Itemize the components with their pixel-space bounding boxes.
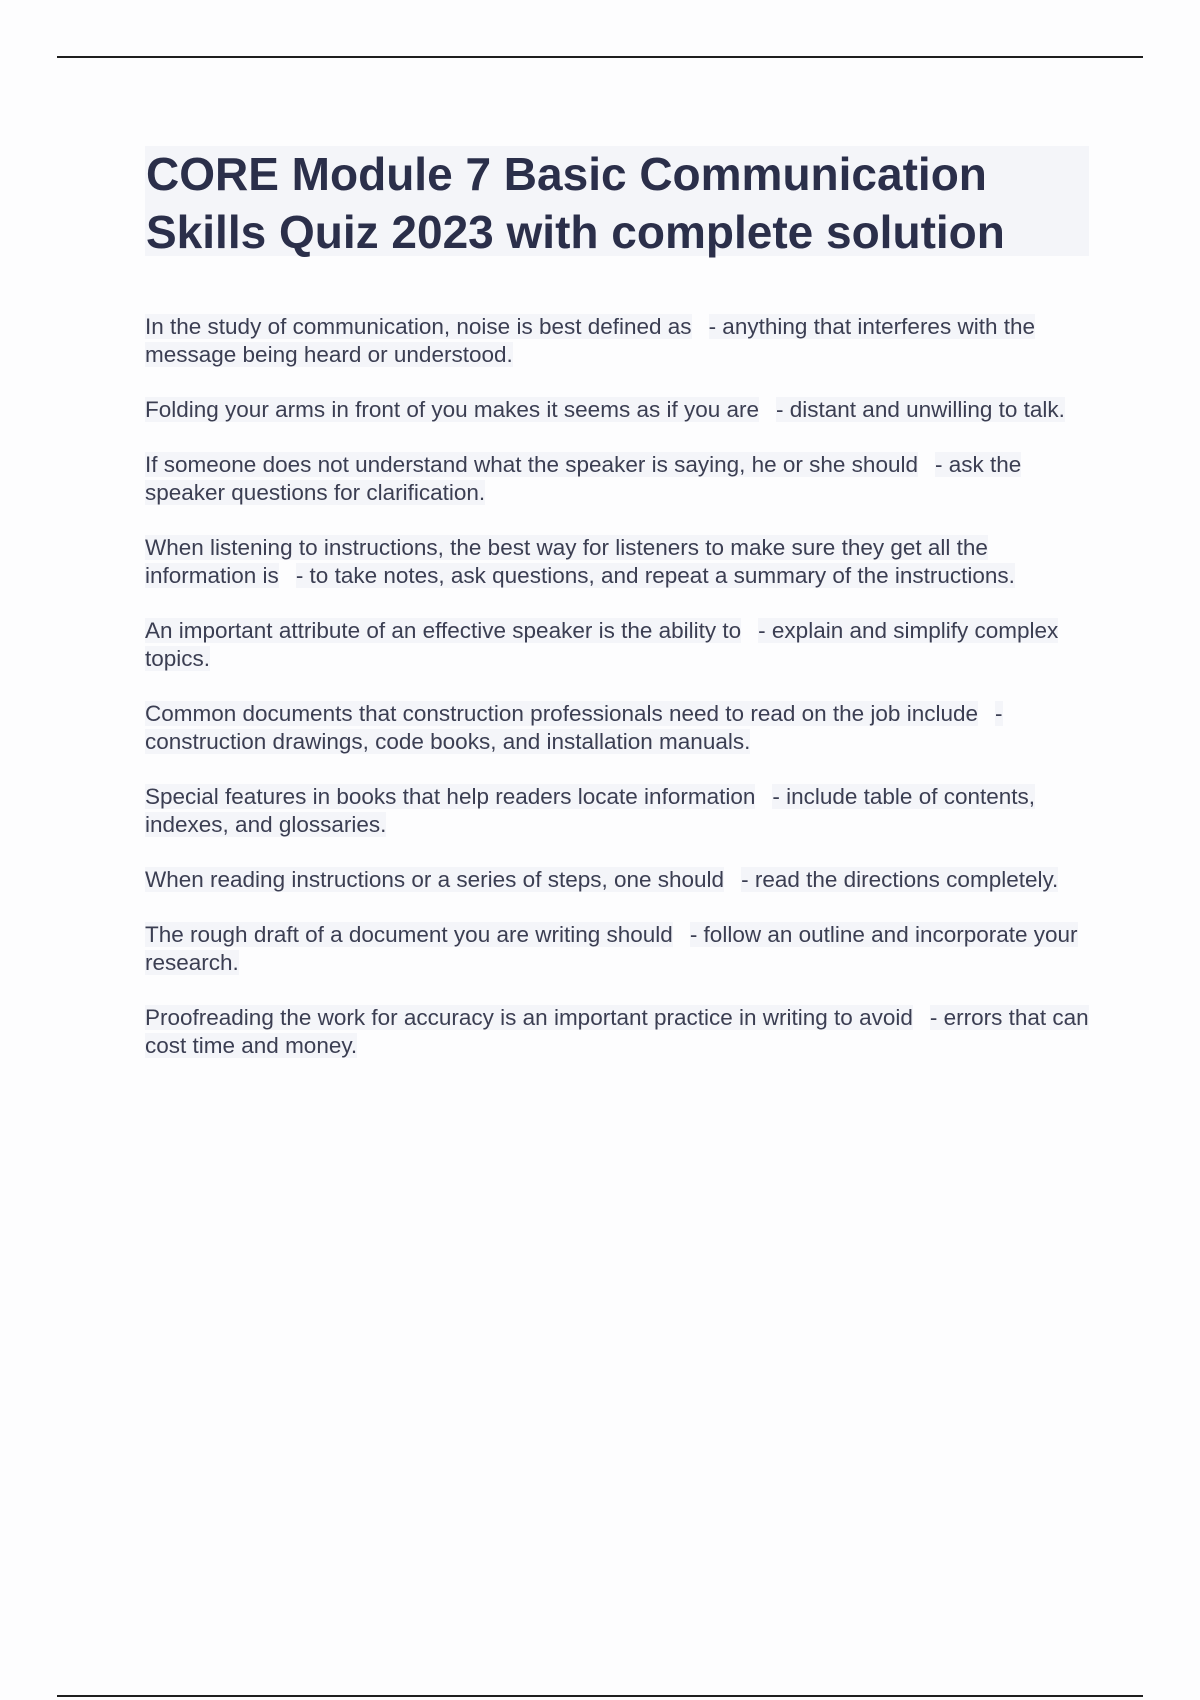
top-rule — [57, 56, 1143, 58]
bottom-rule — [57, 1695, 1143, 1697]
qa-item — [145, 866, 1090, 894]
answer-text: - errors that can cost time and money. — [145, 1005, 1089, 1058]
question-text: The rough draft of a document you are writing should — [145, 922, 673, 947]
answer-text: - to take notes, ask questions, and repeat a summary of the instructions. — [295, 563, 1015, 588]
question-text: Folding your arms in front of you makes it seems as if you are — [145, 397, 760, 422]
qa-item — [145, 700, 1090, 756]
qa-item — [145, 921, 1090, 977]
answer-text: - explain and simplify complex topics. — [145, 618, 1059, 671]
qa-item — [145, 313, 1090, 369]
answer-text: - ask the speaker questions for clarification. — [145, 452, 1022, 505]
answer-text: - distant and unwilling to talk. — [776, 397, 1065, 422]
qa-item — [145, 783, 1090, 839]
qa-item — [145, 396, 1090, 424]
question-text: Common documents that construction professionals need to read on the job include — [145, 701, 978, 726]
answer-text: - follow an outline and incorporate your research. — [145, 922, 1078, 975]
qa-item — [145, 617, 1090, 673]
answer-text: - anything that interferes with the message being heard or understood. — [145, 314, 1035, 367]
question-text: In the study of communication, noise is best defined as — [145, 314, 692, 339]
qa-item — [145, 1004, 1090, 1060]
question-text: When listening to instructions, the best way for listeners to make sure they get all the information is — [145, 535, 988, 588]
document-title: CORE Module 7 Basic Communication Skills Quiz 2023 with complete solution — [146, 148, 1005, 258]
qa-item — [145, 534, 1090, 590]
question-text: Proofreading the work for accuracy is an important practice in writing to avoid — [145, 1005, 913, 1030]
question-text: When reading instructions or a series of steps, one should — [145, 867, 725, 892]
question-text: An important attribute of an effective speaker is the ability to — [145, 618, 742, 643]
answer-text: - read the directions completely. — [741, 867, 1059, 892]
question-text: If someone does not understand what the speaker is saying, he or she should — [145, 452, 918, 477]
question-text: Special features in books that help readers locate information — [145, 784, 756, 809]
qa-item — [145, 451, 1090, 507]
qa-list — [145, 313, 1090, 1087]
answer-text: - construction drawings, code books, and installation manuals. — [145, 701, 1003, 754]
answer-text: - include table of contents, indexes, and glossaries. — [145, 784, 1036, 837]
